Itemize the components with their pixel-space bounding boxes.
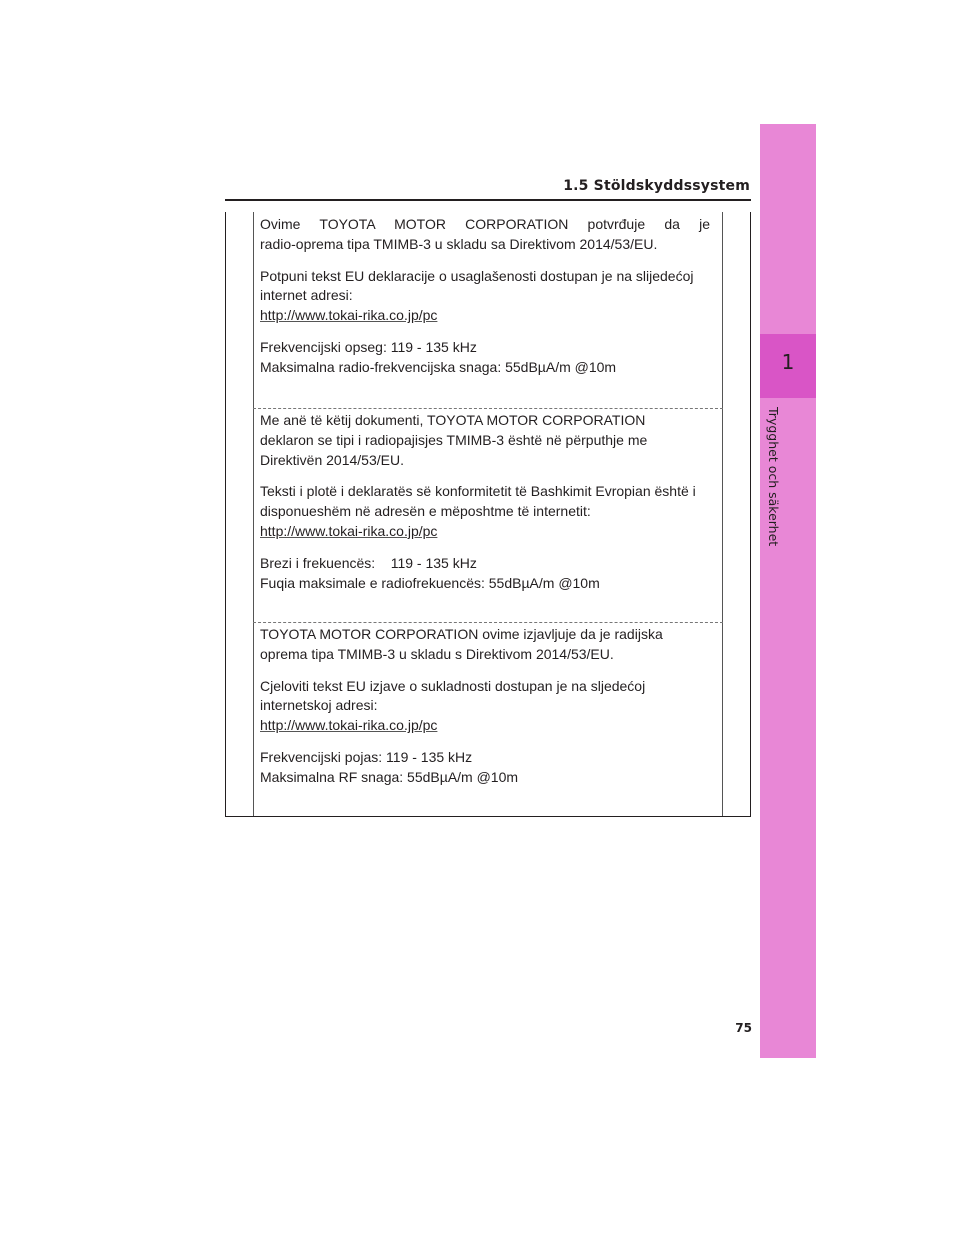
intro-line: TOYOTA MOTOR CORPORATION ovime izjavljuje da je radijska bbox=[260, 626, 663, 642]
frame-right-border bbox=[750, 212, 751, 817]
chapter-number: 1 bbox=[781, 350, 795, 374]
declaration-link[interactable]: http://www.tokai-rika.co.jp/pc bbox=[260, 717, 438, 734]
intro-line: Direktivën 2014/53/EU. bbox=[260, 451, 404, 468]
intro-line: deklaron se tipi i radiopajisjes TMIMB-3 është në përputhje me bbox=[260, 431, 648, 448]
block-divider bbox=[253, 408, 723, 409]
frame-left-border bbox=[225, 212, 226, 817]
frequency-line: Frekvencijski pojas: 119 - 135 kHz bbox=[260, 748, 473, 765]
intro-line: Me anë të këtij dokumenti, TOYOTA MOTOR CORPORATION bbox=[260, 412, 646, 428]
intro-line: oprema tipa TMIMB-3 u skladu s Direktivom 2014/53/EU. bbox=[260, 645, 614, 662]
power-line: Maksimalna RF snaga: 55dBµA/m @10m bbox=[260, 768, 519, 785]
text-line: Potpuni tekst EU deklaracije o usaglašenosti dostupan je na slijedećoj bbox=[260, 267, 694, 284]
frequency-line: Brezi i frekuencës: 119 - 135 kHz bbox=[260, 554, 477, 571]
declaration-block-bosnian bbox=[260, 215, 710, 378]
power-line: Maksimalna radio-frekvencijska snaga: 55dBµA/m @10m bbox=[260, 358, 617, 375]
page-number: 75 bbox=[735, 1021, 752, 1035]
declaration-block-albanian bbox=[260, 411, 710, 593]
block-divider bbox=[253, 622, 723, 623]
declaration-link[interactable]: http://www.tokai-rika.co.jp/pc bbox=[260, 522, 438, 539]
header-rule bbox=[225, 199, 751, 201]
power-line: Fuqia maksimale e radiofrekuencës: 55dBµA/m @10m bbox=[260, 574, 600, 591]
declaration-link[interactable]: http://www.tokai-rika.co.jp/pc bbox=[260, 307, 438, 324]
text-line: internetskoj adresi: bbox=[260, 697, 378, 714]
text-line: internet adresi: bbox=[260, 287, 353, 304]
intro-line: radio-oprema tipa TMIMB-3 u skladu sa Direktivom 2014/53/EU. bbox=[260, 235, 658, 252]
intro-line: Ovime TOYOTA MOTOR CORPORATION potvrđuje da je bbox=[260, 216, 710, 232]
frequency-line: Frekvencijski opseg: 119 - 135 kHz bbox=[260, 338, 477, 355]
text-line: Cjeloviti tekst EU izjave o sukladnosti dostupan je na sljedećoj bbox=[260, 677, 646, 694]
text-line: Teksti i plotë i deklaratës së konformitetit të Bashkimit Evropian është i bbox=[260, 483, 696, 500]
text-line: disponueshëm në adresën e mëposhtme të internetit: bbox=[260, 503, 591, 520]
declaration-block-croatian bbox=[260, 625, 710, 788]
section-title: 1.5 Stöldskyddssystem bbox=[563, 178, 750, 194]
chapter-label: Trygghet och säkerhet bbox=[766, 407, 781, 547]
chapter-side-tab bbox=[760, 124, 816, 1058]
frame-bottom-border bbox=[225, 816, 751, 817]
